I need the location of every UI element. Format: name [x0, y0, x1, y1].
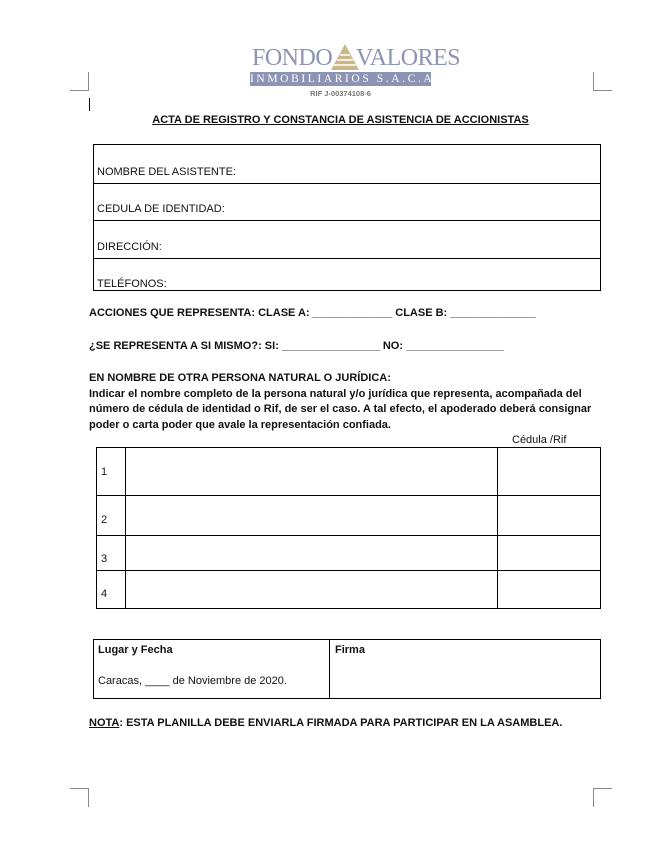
table-row-number: 1 — [101, 466, 108, 478]
nota-text: : ESTA PLANILLA DEBE ENVIARLA FIRMADA PARA PARTICIPAR EN LA ASAMBLEA. — [119, 717, 563, 729]
margin-corner-bottom-right — [593, 788, 612, 807]
nota-line — [89, 717, 562, 729]
table-row-number: 4 — [101, 588, 108, 600]
logo-rif: RIF J-00374108-6 — [310, 89, 371, 98]
table-row-divider — [97, 495, 600, 496]
table-row-number: 3 — [101, 553, 108, 565]
logo-band: INMOBILIARIOS S.A.C.A — [250, 73, 435, 85]
text-cursor — [89, 98, 90, 111]
place-date-value[interactable]: Caracas, ____ de Noviembre de 2020. — [98, 675, 287, 687]
margin-corner-top-left — [70, 72, 89, 91]
table-column-divider — [125, 448, 126, 608]
signature-divider — [329, 640, 330, 698]
table-row-number: 2 — [101, 514, 108, 526]
margin-corner-top-right — [593, 72, 612, 91]
form-label-cedula: CEDULA DE IDENTIDAD: — [97, 203, 225, 215]
table-column-divider — [497, 448, 498, 608]
document-title: ACTA DE REGISTRO Y CONSTANCIA DE ASISTENCIA DE ACCIONISTAS — [152, 114, 529, 126]
table-row-divider — [97, 570, 600, 571]
nota-label: NOTA — [89, 717, 120, 729]
company-logo — [250, 40, 461, 100]
cedula-rif-header: Cédula /Rif — [512, 434, 567, 446]
attendee-form — [93, 144, 601, 291]
si-mismo-line: ¿SE REPRESENTA A SI MISMO?: SI: ________________ NO: ________________ — [89, 340, 504, 352]
place-date-header: Lugar y Fecha — [98, 644, 173, 656]
form-row-direccion[interactable] — [94, 221, 600, 259]
signature-header: Firma — [335, 644, 365, 656]
signature-table — [93, 639, 601, 699]
logo-word-fondo: FONDO — [252, 45, 333, 71]
form-label-direccion: DIRECCIÓN: — [97, 241, 162, 253]
form-row-telefonos[interactable] — [94, 259, 600, 290]
form-row-nombre[interactable] — [94, 145, 600, 184]
acciones-line: ACCIONES QUE REPRESENTA: CLASE A: _____________ CLASE B: ______________ — [89, 307, 536, 319]
otra-persona-section — [89, 371, 609, 433]
form-label-telefonos: TELÉFONOS: — [97, 278, 167, 290]
otra-persona-instructions: Indicar el nombre completo de la persona natural y/o jurídica que representa, acompañada del número de cédula de identidad o Rif, de ser el caso. A tal efecto, el apoderado deberá consignar poder o carta poder que avale la representación confiada. — [89, 387, 592, 431]
representados-table — [96, 447, 601, 609]
form-row-cedula[interactable] — [94, 183, 600, 221]
form-label-nombre: NOMBRE DEL ASISTENTE: — [97, 166, 236, 178]
table-row-divider — [97, 535, 600, 536]
otra-persona-heading: EN NOMBRE DE OTRA PERSONA NATURAL O JURÍDICA: — [89, 372, 391, 384]
margin-corner-bottom-left — [70, 788, 89, 807]
logo-word-valores: VALORES — [356, 45, 461, 71]
